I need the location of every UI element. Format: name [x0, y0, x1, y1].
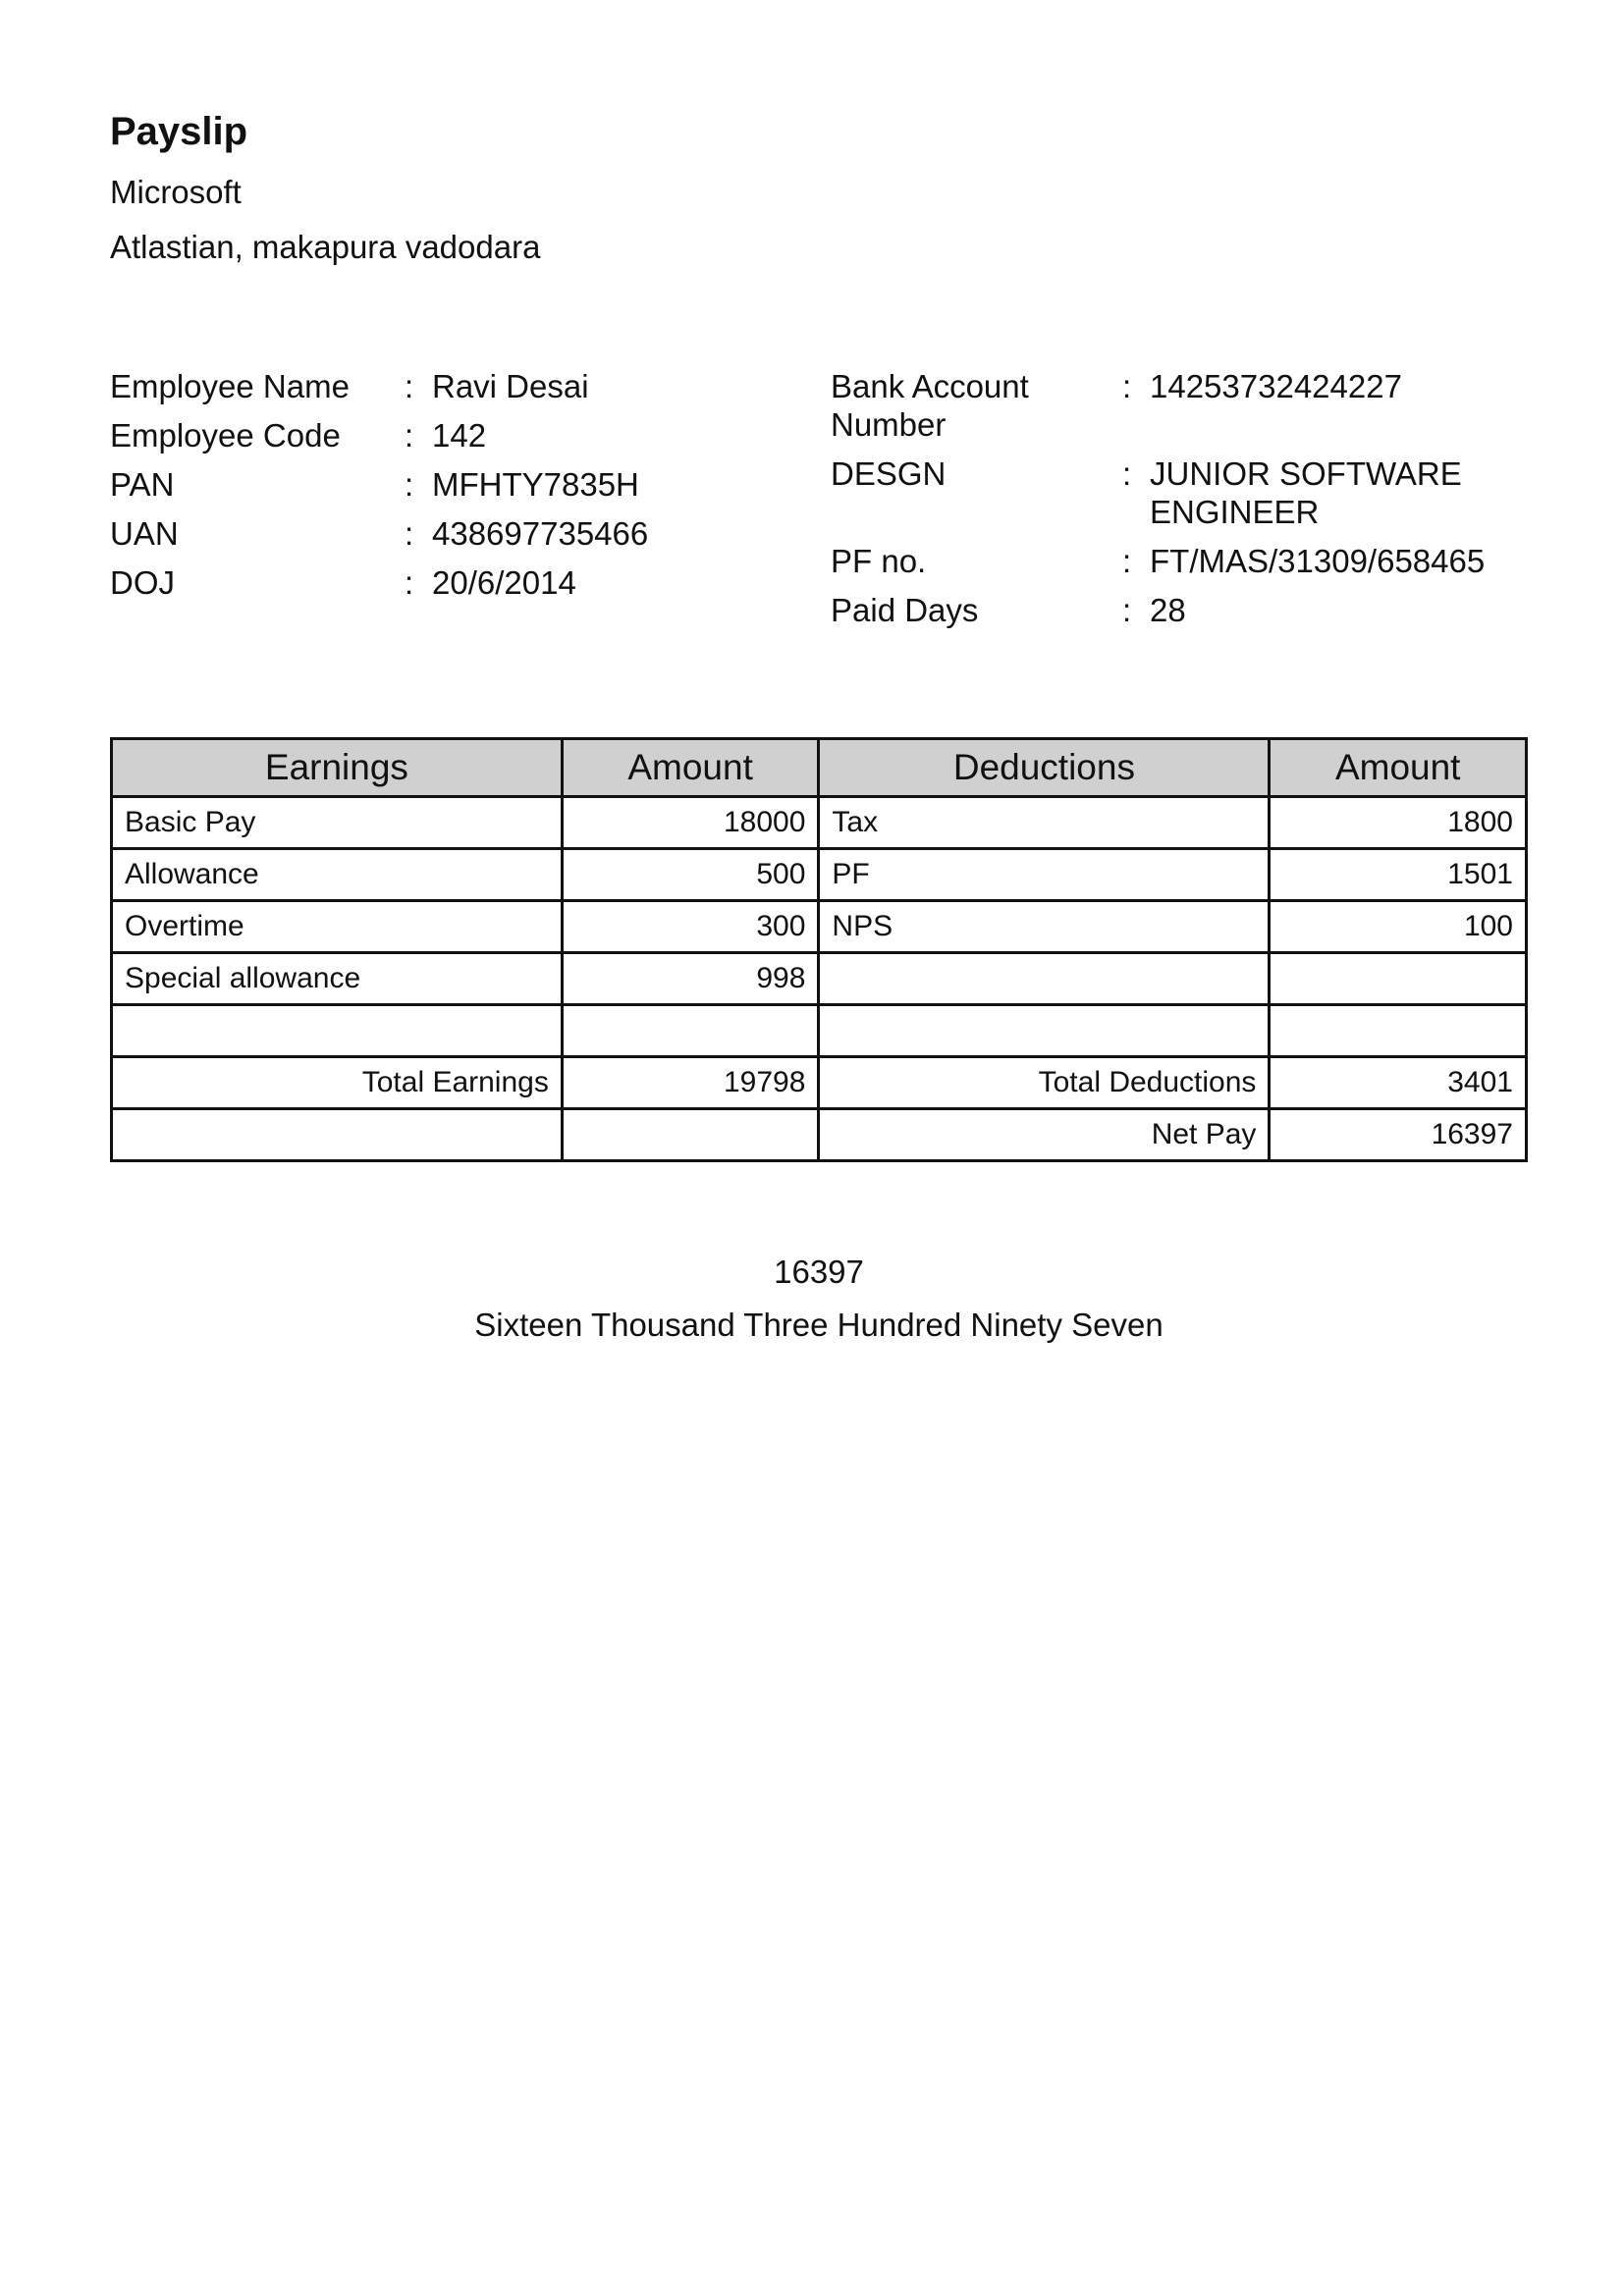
info-row-pan [110, 465, 831, 504]
net-pay-amount: 16397 [774, 1254, 864, 1290]
company-address: Atlastian, makapura vadodara [110, 228, 541, 265]
earning-label: Basic Pay [112, 797, 563, 849]
info-row-pf-no [831, 542, 1528, 580]
earning-label: Overtime [112, 901, 563, 953]
table-row [112, 953, 1527, 1005]
info-colon: : [1122, 543, 1132, 579]
header-earnings: Earnings [112, 739, 563, 797]
earning-amount: 300 [562, 901, 819, 953]
table-row [112, 1005, 1527, 1057]
earning-label: Special allowance [112, 953, 563, 1005]
page-title: Payslip [110, 110, 248, 153]
info-colon: : [1122, 368, 1132, 404]
total-deductions-value: 3401 [1270, 1057, 1527, 1109]
deduction-amount [1270, 953, 1527, 1005]
net-pay-summary [110, 1253, 1528, 1358]
info-label: Employee Code [110, 417, 341, 454]
employee-info [110, 367, 1528, 640]
net-pay-row [112, 1109, 1527, 1161]
info-row-doj [110, 563, 831, 602]
earning-label: Allowance [112, 849, 563, 901]
empty-cell [562, 1109, 819, 1161]
info-label: Employee Name [110, 368, 350, 404]
info-colon: : [1122, 592, 1132, 628]
info-row-paid-days [831, 591, 1528, 629]
header-deductions: Deductions [819, 739, 1270, 797]
info-value: Ravi Desai [432, 368, 589, 404]
info-label: PAN [110, 466, 175, 503]
earning-amount [562, 1005, 819, 1057]
deduction-label: Tax [819, 797, 1270, 849]
info-label: UAN [110, 515, 179, 552]
info-row-employee-name [110, 367, 831, 405]
table-header-row [112, 739, 1527, 797]
info-colon: : [405, 368, 414, 404]
deduction-amount: 100 [1270, 901, 1527, 953]
deduction-label: NPS [819, 901, 1270, 953]
info-label: Bank Account Number [831, 368, 1029, 443]
empty-cell [112, 1109, 563, 1161]
info-value: 142 [432, 417, 487, 454]
earning-label [112, 1005, 563, 1057]
net-pay-value: 16397 [1270, 1109, 1527, 1161]
earning-amount: 998 [562, 953, 819, 1005]
deduction-label: PF [819, 849, 1270, 901]
info-value: JUNIOR SOFTWARE ENGINEER [1150, 455, 1462, 530]
info-row-employee-code [110, 416, 831, 454]
info-value: 438697735466 [432, 515, 649, 552]
deduction-amount [1270, 1005, 1527, 1057]
total-deductions-label: Total Deductions [819, 1057, 1270, 1109]
earning-amount: 18000 [562, 797, 819, 849]
deduction-label [819, 953, 1270, 1005]
salary-table [110, 737, 1528, 1162]
info-colon: : [405, 515, 414, 552]
deduction-amount: 1501 [1270, 849, 1527, 901]
info-row-designation [831, 454, 1528, 531]
payslip-header [110, 108, 1528, 282]
info-label: PF no. [831, 543, 927, 579]
info-value: 28 [1150, 592, 1186, 628]
net-pay-label: Net Pay [819, 1109, 1270, 1161]
info-label: Paid Days [831, 592, 979, 628]
company-name: Microsoft [110, 174, 242, 210]
table-row [112, 849, 1527, 901]
table-row [112, 901, 1527, 953]
totals-row [112, 1057, 1527, 1109]
header-earnings-amount: Amount [562, 739, 819, 797]
info-label: DOJ [110, 564, 175, 601]
info-colon: : [1122, 455, 1132, 492]
info-colon: : [405, 466, 414, 503]
deduction-label [819, 1005, 1270, 1057]
info-row-uan [110, 514, 831, 553]
info-value: MFHTY7835H [432, 466, 639, 503]
info-value: 14253732424227 [1150, 368, 1402, 404]
info-value: 20/6/2014 [432, 564, 576, 601]
employee-info-right [831, 367, 1528, 640]
earning-amount: 500 [562, 849, 819, 901]
total-earnings-label: Total Earnings [112, 1057, 563, 1109]
info-colon: : [405, 564, 414, 601]
deduction-amount: 1800 [1270, 797, 1527, 849]
info-colon: : [405, 417, 414, 454]
total-earnings-value: 19798 [562, 1057, 819, 1109]
employee-info-left [110, 367, 831, 640]
info-value: FT/MAS/31309/658465 [1150, 543, 1486, 579]
net-pay-in-words: Sixteen Thousand Three Hundred Ninety Seven [474, 1306, 1164, 1343]
info-row-bank-account [831, 367, 1528, 444]
table-row [112, 797, 1527, 849]
header-deductions-amount: Amount [1270, 739, 1527, 797]
info-label: DESGN [831, 455, 947, 492]
